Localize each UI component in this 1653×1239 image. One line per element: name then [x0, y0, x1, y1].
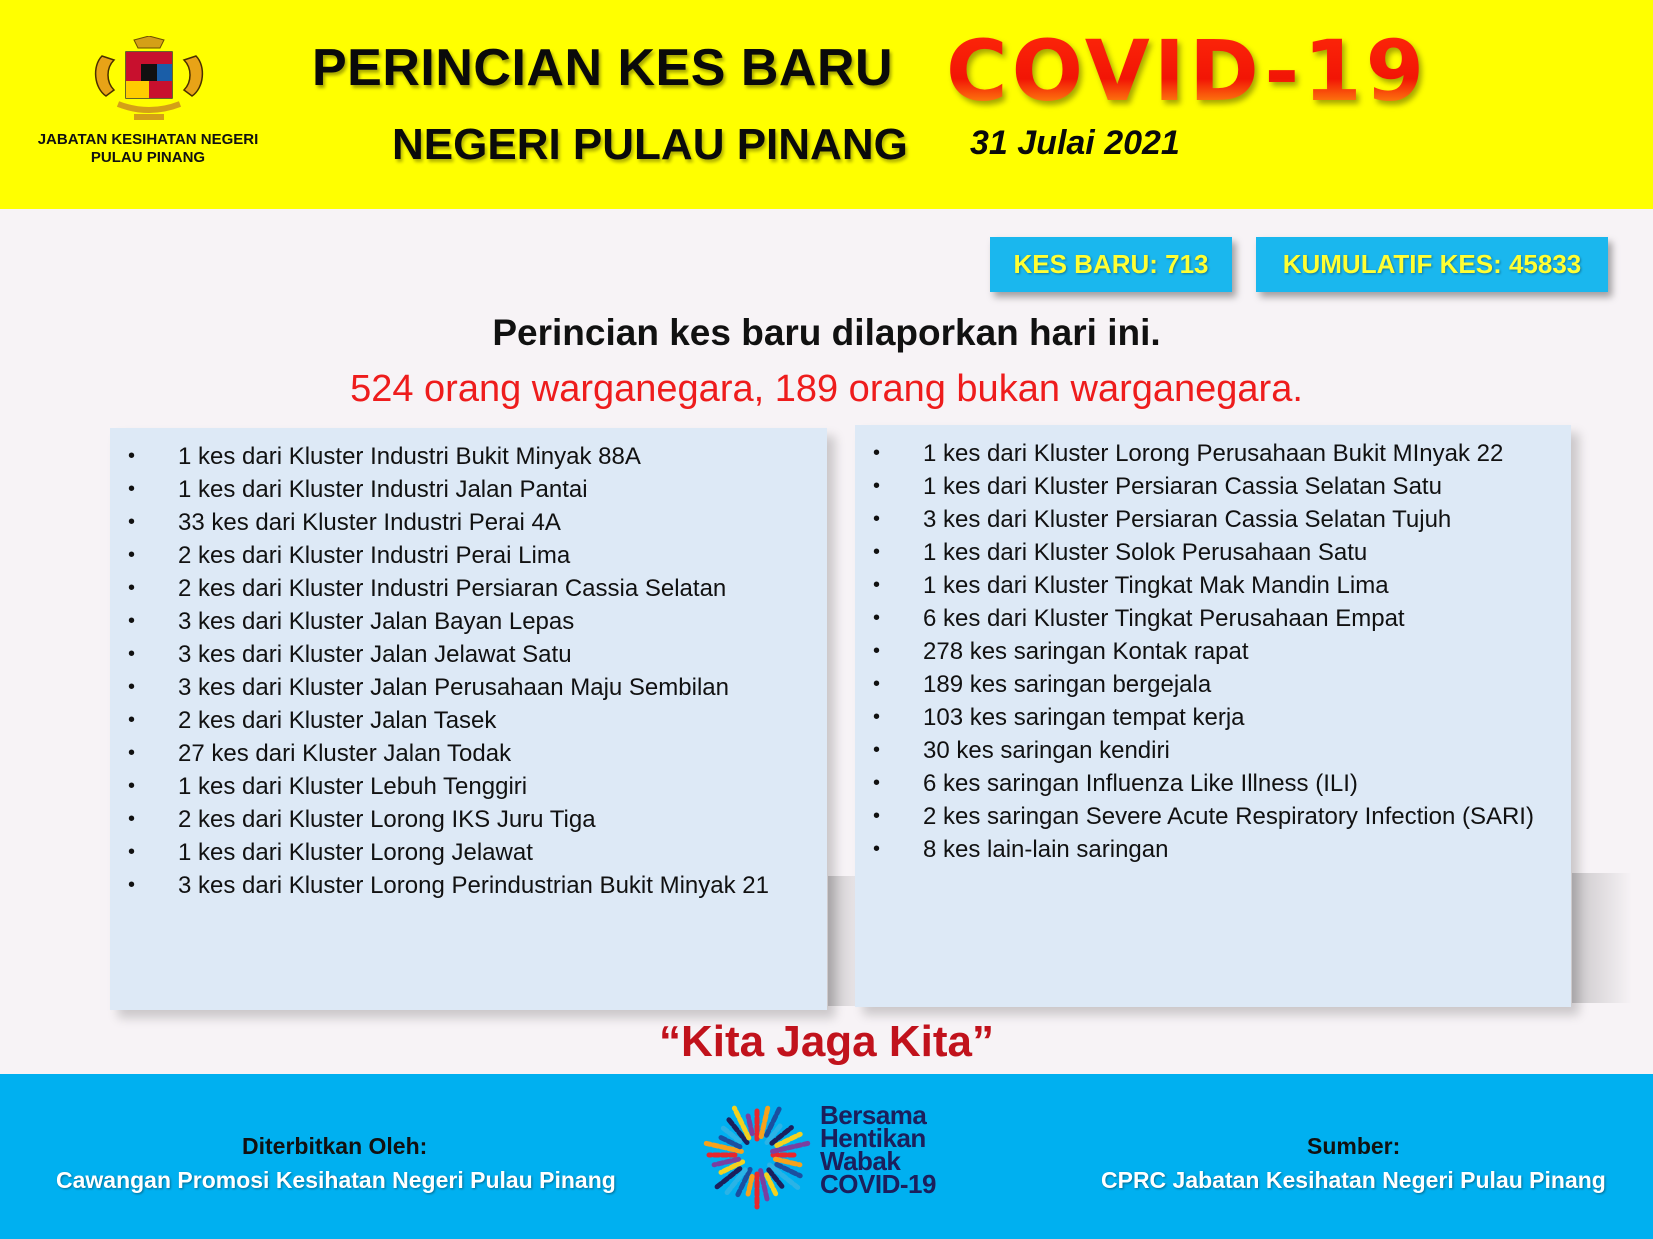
list-item: • 1 kes dari Kluster Tingkat Mak Mandin Lima	[855, 569, 1534, 602]
burst-ray	[748, 1116, 752, 1134]
list-item: • 189 kes saringan bergejala	[855, 668, 1534, 701]
left-case-panel	[110, 428, 827, 1010]
logo-line: Hentikan	[820, 1123, 926, 1153]
list-item: • 3 kes dari Kluster Lorong Perindustrian Bukit Minyak 21	[110, 869, 769, 902]
list-item: • 1 kes dari Kluster Lebuh Tenggiri	[110, 770, 769, 803]
list-item: • 1 kes dari Kluster Industri Jalan Pantai	[110, 473, 769, 506]
logo-line: COVID-19	[820, 1169, 936, 1199]
left-case-list	[110, 440, 769, 902]
list-item: • 8 kes lain-lain saringan	[855, 833, 1534, 866]
list-item: • 2 kes dari Kluster Jalan Tasek	[110, 704, 769, 737]
right-case-panel	[855, 425, 1571, 1007]
list-item: • 27 kes dari Kluster Jalan Todak	[110, 737, 769, 770]
list-item: • 278 kes saringan Kontak rapat	[855, 635, 1534, 668]
publisher-name: Cawangan Promosi Kesihatan Negeri Pulau Pinang	[56, 1167, 616, 1193]
source-name: CPRC Jabatan Kesihatan Negeri Pulau Pinang	[1101, 1167, 1606, 1193]
citizenship-summary: 524 orang warganegara, 189 orang bukan warganegara.	[350, 368, 1303, 410]
list-item: • 6 kes saringan Influenza Like Illness (ILI)	[855, 767, 1534, 800]
department-name: JABATAN KESIHATAN NEGERI PULAU PINANG	[37, 131, 259, 166]
source-label: Sumber:	[1307, 1133, 1401, 1159]
list-item: • 33 kes dari Kluster Industri Perai 4A	[110, 506, 769, 539]
panel-shadow-decoration	[1572, 873, 1632, 1003]
list-item: • 30 kes saringan kendiri	[855, 734, 1534, 767]
panel-shadow-decoration	[828, 876, 858, 1006]
burst-ray	[748, 1176, 752, 1194]
list-item: • 3 kes dari Kluster Jalan Bayan Lepas	[110, 605, 769, 638]
campaign-logo-text	[820, 1100, 936, 1199]
campaign-burst-icon	[700, 1098, 814, 1212]
list-item: • 1 kes dari Kluster Persiaran Cassia Selatan Satu	[855, 470, 1534, 503]
report-date: 31 Julai 2021	[970, 124, 1180, 162]
new-cases-badge: KES BARU: 713	[990, 237, 1232, 292]
list-item: • 1 kes dari Kluster Lorong Jelawat	[110, 836, 769, 869]
list-item: • 103 kes saringan tempat kerja	[855, 701, 1534, 734]
right-case-list	[855, 437, 1534, 866]
list-item: • 3 kes dari Kluster Jalan Jelawat Satu	[110, 638, 769, 671]
list-item: • 1 kes dari Kluster Solok Perusahaan Satu	[855, 536, 1534, 569]
publisher-label: Diterbitkan Oleh:	[242, 1133, 428, 1159]
covid-title: COVID-19	[946, 22, 1429, 120]
list-item: • 2 kes saringan Severe Acute Respiratory Infection (SARI)	[855, 800, 1534, 833]
coat-of-arms-logo	[88, 36, 210, 122]
list-item: • 1 kes dari Kluster Industri Bukit Minyak 88A	[110, 440, 769, 473]
motto-slogan: “Kita Jaga Kita”	[659, 1017, 994, 1066]
state-subtitle: NEGERI PULAU PINANG	[392, 120, 908, 169]
section-heading: Perincian kes baru dilaporkan hari ini.	[492, 312, 1161, 353]
list-item: • 6 kes dari Kluster Tingkat Perusahaan Empat	[855, 602, 1534, 635]
list-item: • 2 kes dari Kluster Industri Perai Lima	[110, 539, 769, 572]
list-item: • 3 kes dari Kluster Persiaran Cassia Selatan Tujuh	[855, 503, 1534, 536]
cumulative-cases-badge: KUMULATIF KES: 45833	[1256, 237, 1608, 292]
list-item: • 3 kes dari Kluster Jalan Perusahaan Maju Sembilan	[110, 671, 769, 704]
page-title: PERINCIAN KES BARU	[312, 39, 894, 97]
logo-line: Wabak	[820, 1146, 901, 1176]
list-item: • 2 kes dari Kluster Industri Persiaran Cassia Selatan	[110, 572, 769, 605]
list-item: • 2 kes dari Kluster Lorong IKS Juru Tiga	[110, 803, 769, 836]
list-item: • 1 kes dari Kluster Lorong Perusahaan Bukit MInyak 22	[855, 437, 1534, 470]
logo-line: Bersama	[820, 1100, 927, 1130]
